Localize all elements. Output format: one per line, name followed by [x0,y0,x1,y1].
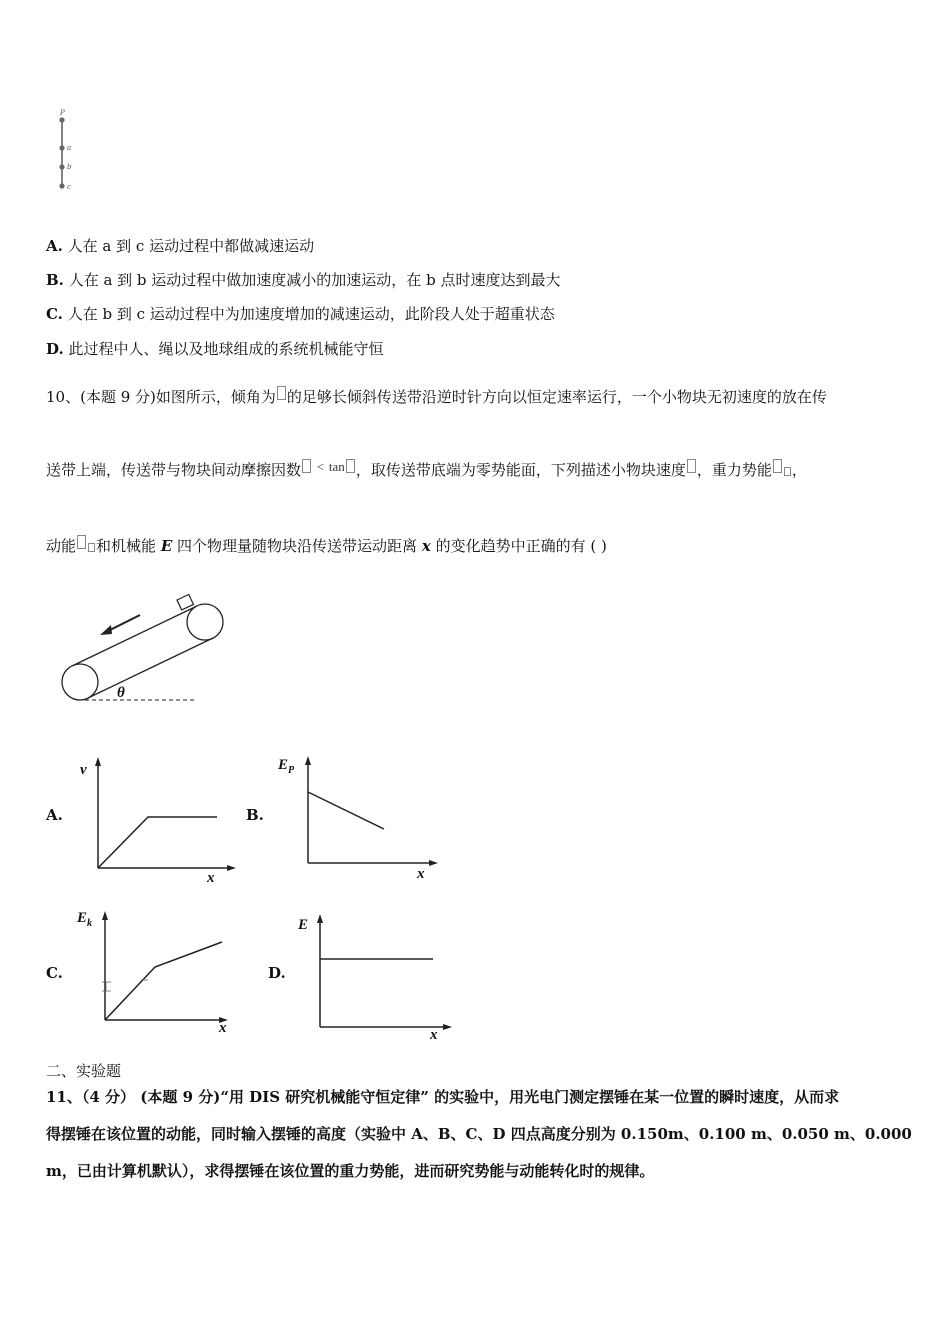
graph-c-ylabel: $E_k$ [77,910,93,929]
q10-stem-line1: 10、(本题 9 分)如图所示，倾角为 的足够长倾斜传送带沿逆时针方向以恒定速率运行，一个小物块无初速度的放在传 [46,388,827,406]
q9-option-d-text: 此过程中人、绳以及地球组成的系统机械能守恒 [68,340,384,358]
graph-b-curve [308,792,384,829]
graph-d-xlabel: x [430,1027,438,1042]
q9-option-a-text: 人在 a 到 c 运动过程中都做减速运动 [67,237,315,255]
q9-option-b-text: 人在 a 到 b 运动过程中做加速度减小的加速运动，在 b 点时速度达到最大 [68,271,561,289]
graph-b-xlabel: x [417,866,425,882]
graph-d-ylabel: E [298,917,309,933]
graph-c-xlabel: x [219,1020,227,1035]
graph-b-letter: B. [246,806,264,824]
graph-a-xlabel: x [207,870,215,885]
label-a: a [67,144,72,152]
theta-placeholder-icon-2 [346,459,355,473]
q9-option-b: B. 人在 a 到 b 运动过程中做加速度减小的加速运动，在 b 点时速度达到最大 [46,271,561,289]
label-b: b [67,163,72,171]
graph-a [72,755,247,885]
theta-label: θ [117,685,125,701]
label-p: P [60,109,65,117]
q9-option-c-text: 人在 b 到 c 运动过程中为加速度增加的减速运动，此阶段人处于超重状态 [67,305,555,323]
q10-stem-line3: 动能 和机械能 E 四个物理量随物块沿传送带运动距离 x 的变化趋势中正确的有 ( ) [46,537,607,555]
graph-c-curve [105,942,222,1020]
q9-option-d: D. 此过程中人、绳以及地球组成的系统机械能守恒 [46,340,384,358]
label-c: c [67,183,71,191]
q10-stem-line2: 送带上端，传送带与物块间动摩擦因数 < tan ，取传送带底端为零势能面，下列描述小物块速度 ，重力势能 ， [46,459,807,479]
q11-line2: 得摆锤在该位置的动能，同时输入摆锤的高度（实验中 A、B、C、D 四点高度分别为 0.150m、0.100 m、0.050 m、0.000 [46,1125,912,1143]
q11-line3: m，已由计算机默认），求得摆锤在该位置的重力势能，进而研究势能与动能转化时的规律。 [46,1162,655,1180]
theta-placeholder-icon [277,386,286,400]
ep-placeholder-icon [773,459,782,473]
q9-option-a: A. 人在 a 到 c 运动过程中都做减速运动 [46,237,315,255]
graph-a-curve [98,817,217,868]
graph-c [72,905,247,1035]
q11-line1: 11、（4 分） (本题 9 分)“用 DIS 研究机械能守恒定律” 的实验中，用光电门测定摆锤在某一位置的瞬时速度，从而求 [46,1088,840,1106]
graph-d-letter: D. [268,964,286,982]
graph-d [292,910,462,1042]
graph-a-ylabel: v [80,762,87,778]
v-placeholder-icon [687,459,696,473]
ek-sub-placeholder-icon [88,543,95,552]
ek-placeholder-icon [77,535,86,549]
ep-sub-placeholder-icon [784,467,791,476]
graph-b [272,752,447,884]
graph-c-letter: C. [46,964,63,982]
pendulum-figure [52,106,82,196]
graph-b-ylabel: $E_P$ [278,757,295,776]
q9-option-c: C. 人在 b 到 c 运动过程中为加速度增加的减速运动，此阶段人处于超重状态 [46,305,555,323]
mu-placeholder-icon [302,459,311,473]
section-title: 二、实验题 [46,1062,122,1080]
conveyor-belt-figure [55,590,235,715]
graph-a-letter: A. [46,806,63,824]
